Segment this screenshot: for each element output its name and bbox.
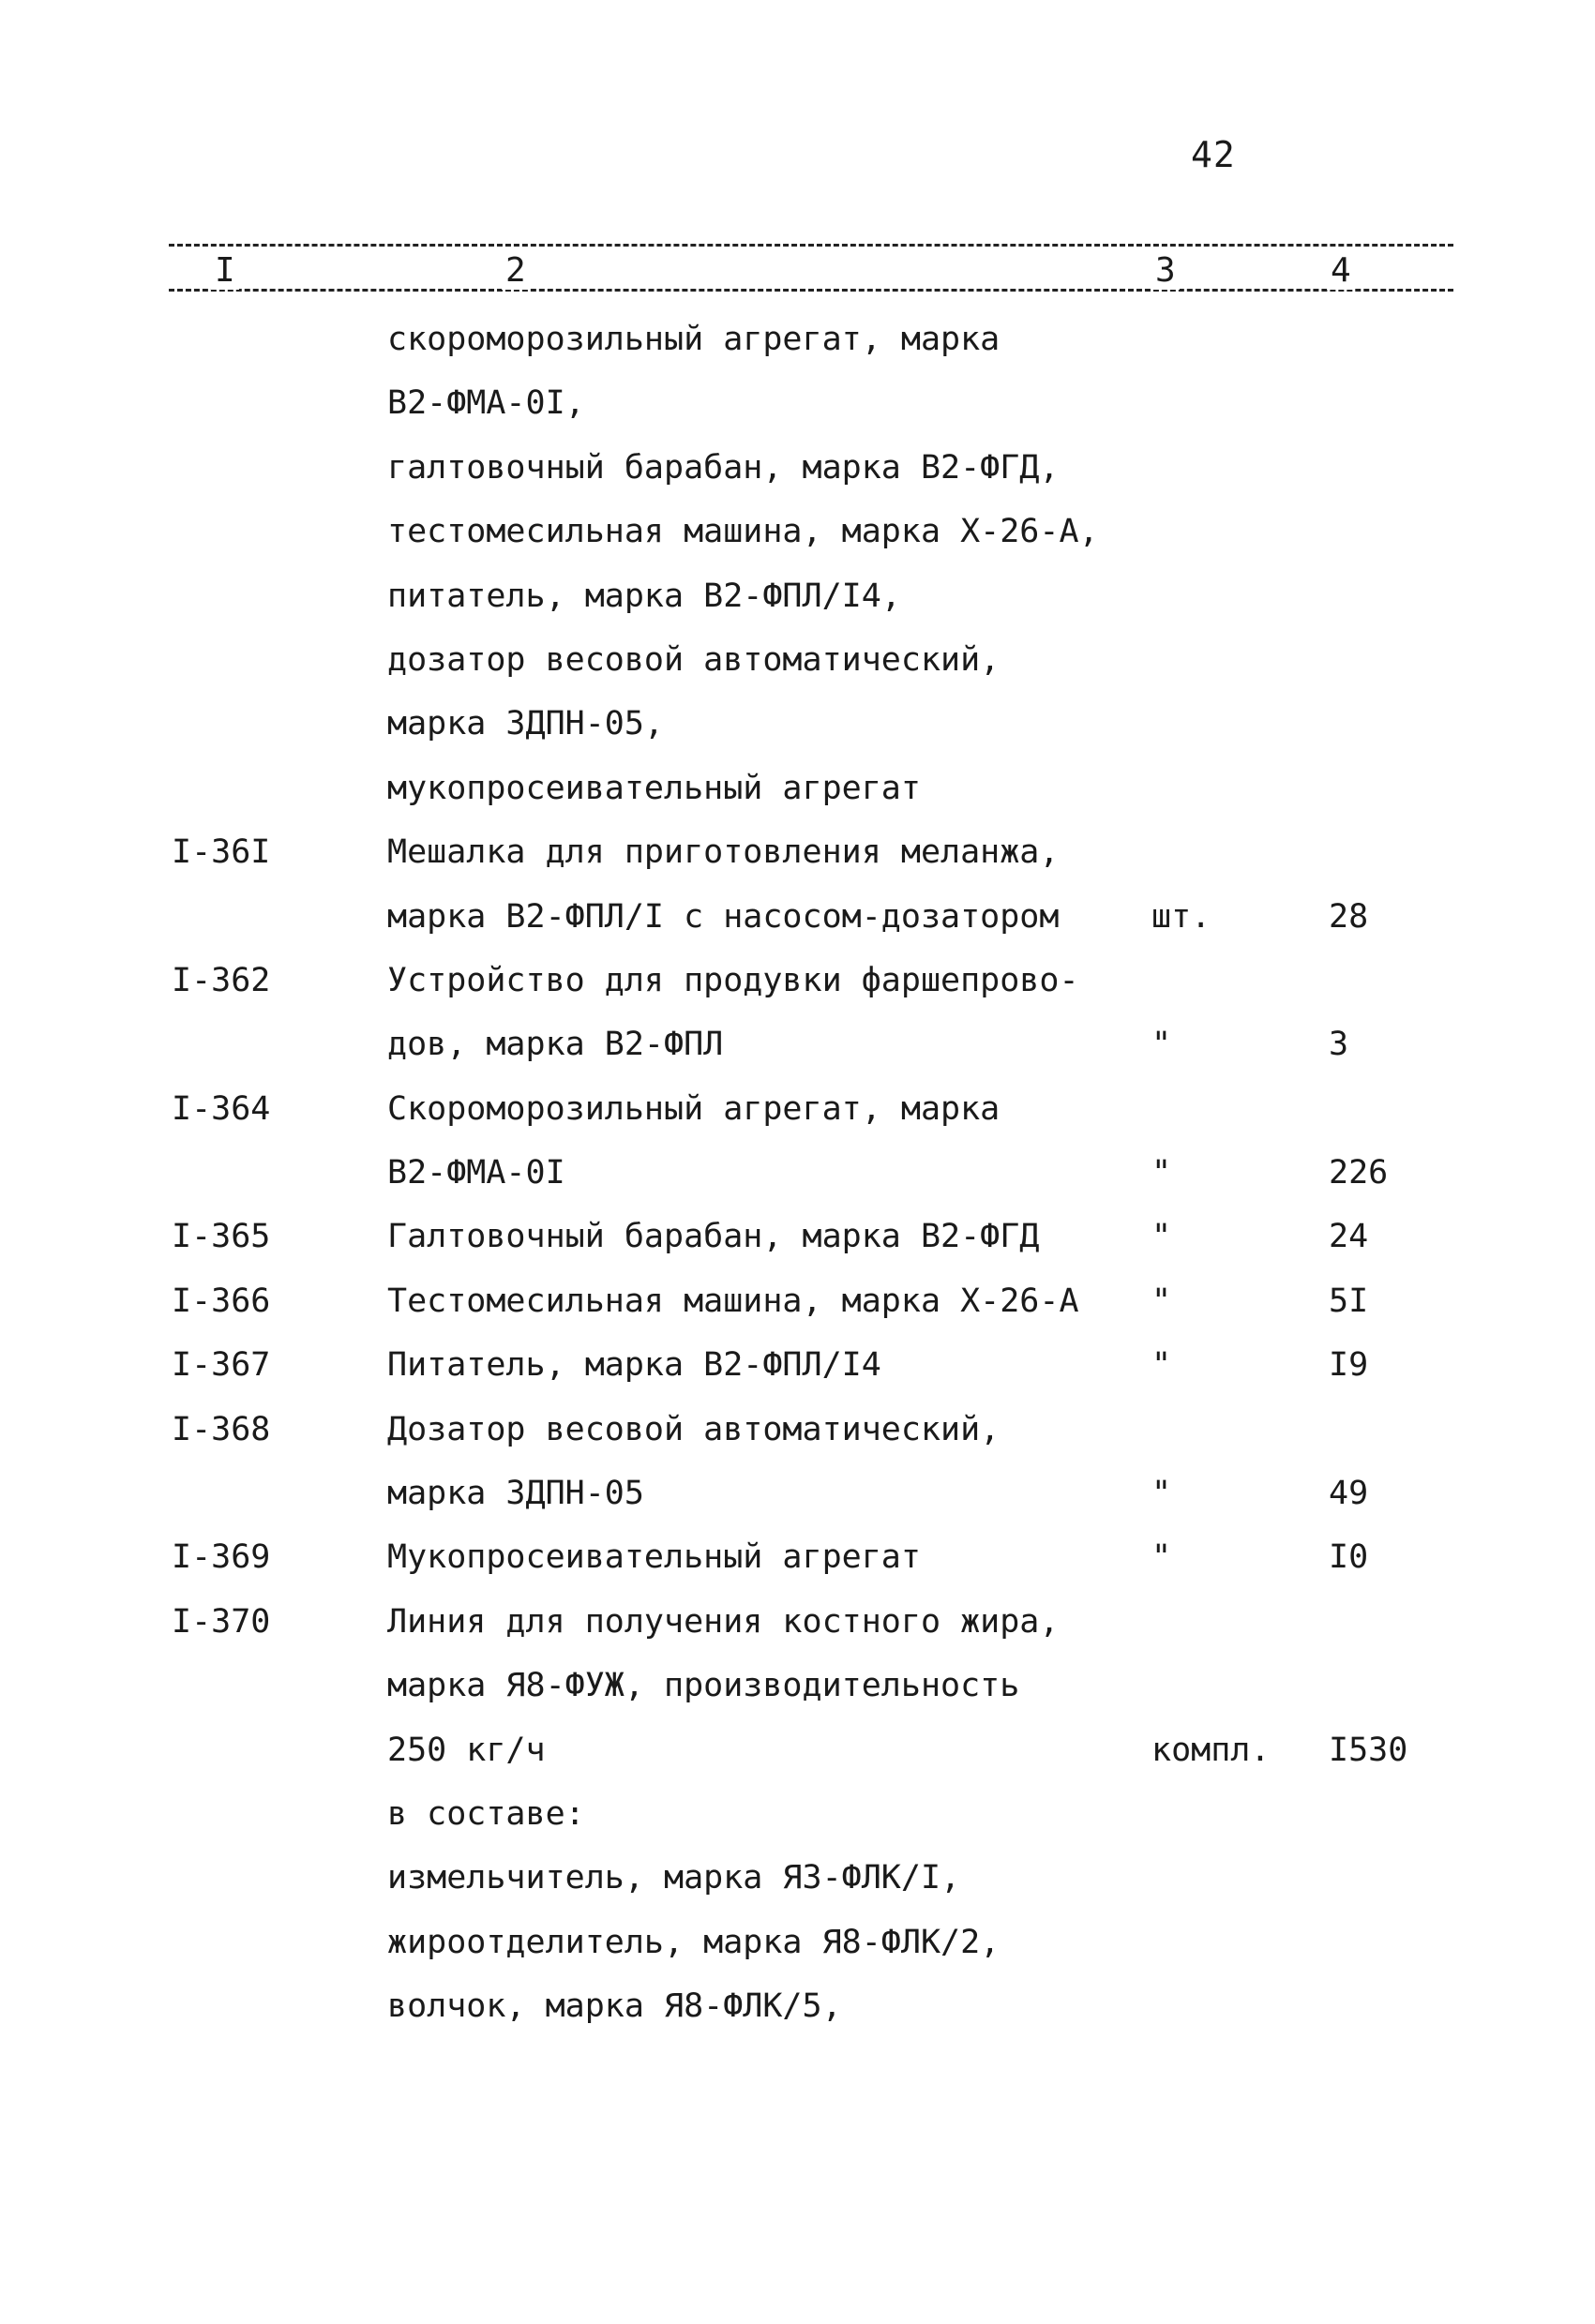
column-header-1: I xyxy=(211,251,239,290)
item-name: Мешалка для приготовления меланжа, xyxy=(387,833,1060,872)
item-name: Дозатор весовой автоматический, xyxy=(387,1410,1001,1448)
table-header-top-rule xyxy=(169,244,1453,247)
table-row xyxy=(0,1911,1595,1974)
table-row xyxy=(0,500,1595,563)
item-code: I-365 xyxy=(172,1218,271,1256)
item-name: марка В2-ФПЛ/I с насосом-дозатором xyxy=(387,897,1060,936)
table-row xyxy=(0,1654,1595,1717)
item-name: Галтовочный барабан, марка В2-ФГД xyxy=(387,1218,1040,1256)
item-name: марка ЗДПН-05 xyxy=(387,1475,644,1513)
item-code: I-369 xyxy=(172,1538,271,1577)
item-name: жироотделитель, марка Я8-ФЛК/2, xyxy=(387,1923,1001,1961)
item-unit: " xyxy=(1151,1026,1172,1064)
column-header-3: 3 xyxy=(1151,251,1180,290)
item-name: Скороморозильный агрегат, марка xyxy=(387,1089,1001,1128)
table-row xyxy=(0,1718,1595,1782)
item-quantity: 49 xyxy=(1329,1475,1369,1513)
item-name: В2-ФМА-0I xyxy=(387,1154,565,1192)
table-row xyxy=(0,307,1595,371)
table-row xyxy=(0,436,1595,500)
table-row xyxy=(0,564,1595,628)
item-name: Тестомесильная машина, марка Х-26-А xyxy=(387,1282,1079,1320)
item-unit: " xyxy=(1151,1346,1172,1385)
item-name: В2-ФМА-0I, xyxy=(387,384,585,423)
item-unit: компл. xyxy=(1151,1731,1271,1769)
table-row xyxy=(0,692,1595,756)
table-header-bottom-rule xyxy=(169,289,1453,292)
item-name: марка ЗДПН-05, xyxy=(387,705,665,743)
table-row xyxy=(0,1590,1595,1654)
equipment-table xyxy=(0,307,1595,2039)
column-header-4: 4 xyxy=(1327,251,1355,290)
item-unit: шт. xyxy=(1151,897,1211,936)
item-name: волчок, марка Я8-ФЛК/5, xyxy=(387,1987,842,2026)
item-name: Линия для получения костного жира, xyxy=(387,1602,1060,1641)
table-row xyxy=(0,371,1595,435)
table-row xyxy=(0,1462,1595,1525)
item-quantity: I0 xyxy=(1329,1538,1369,1577)
item-code: I-366 xyxy=(172,1282,271,1320)
item-name: галтовочный барабан, марка В2-ФГД, xyxy=(387,448,1060,487)
table-row xyxy=(0,1974,1595,2038)
table-row xyxy=(0,1012,1595,1076)
item-name: тестомесильная машина, марка Х-26-А, xyxy=(387,513,1099,551)
item-name: скороморозильный агрегат, марка xyxy=(387,321,1001,358)
table-row xyxy=(0,1525,1595,1589)
item-quantity: I530 xyxy=(1329,1731,1408,1769)
table-row xyxy=(0,820,1595,884)
item-unit: " xyxy=(1151,1282,1172,1320)
item-name: дозатор весовой автоматический, xyxy=(387,640,1001,679)
item-unit: " xyxy=(1151,1475,1172,1513)
item-name: Мукопросеивательный агрегат xyxy=(387,1538,921,1577)
item-unit: " xyxy=(1151,1154,1172,1192)
item-quantity: 28 xyxy=(1329,897,1369,936)
item-unit: " xyxy=(1151,1538,1172,1577)
item-code: I-370 xyxy=(172,1602,271,1641)
table-row xyxy=(0,1333,1595,1397)
item-quantity: I9 xyxy=(1329,1346,1369,1385)
item-name: измельчитель, марка Я3-ФЛК/I, xyxy=(387,1859,961,1897)
item-name: дов, марка В2-ФПЛ xyxy=(387,1026,724,1064)
column-header-2: 2 xyxy=(502,251,530,290)
item-name: мукопросеивательный агрегат xyxy=(387,769,921,807)
item-unit: " xyxy=(1151,1218,1172,1256)
item-name: Питатель, марка В2-ФПЛ/I4 xyxy=(387,1346,881,1385)
table-row xyxy=(0,1205,1595,1268)
table-row xyxy=(0,885,1595,949)
table-row xyxy=(0,949,1595,1012)
item-quantity: 5I xyxy=(1329,1282,1369,1320)
item-code: I-36I xyxy=(172,833,271,872)
table-row xyxy=(0,1077,1595,1141)
page-number: 42 xyxy=(1191,134,1236,175)
item-name: 250 кг/ч xyxy=(387,1731,546,1769)
table-row xyxy=(0,1846,1595,1910)
item-code: I-367 xyxy=(172,1346,271,1385)
item-name: питатель, марка В2-ФПЛ/I4, xyxy=(387,577,901,615)
table-row xyxy=(0,1398,1595,1462)
item-code: I-368 xyxy=(172,1410,271,1448)
item-quantity: 226 xyxy=(1329,1154,1389,1192)
item-name: Устройство для продувки фаршепрово- xyxy=(387,961,1079,999)
table-row xyxy=(0,757,1595,820)
item-quantity: 24 xyxy=(1329,1218,1369,1256)
table-row xyxy=(0,1782,1595,1846)
table-row xyxy=(0,628,1595,692)
item-name: в составе: xyxy=(387,1794,585,1833)
table-row xyxy=(0,1141,1595,1205)
item-quantity: 3 xyxy=(1329,1026,1349,1064)
table-row xyxy=(0,1269,1595,1333)
item-code: I-364 xyxy=(172,1089,271,1128)
item-code: I-362 xyxy=(172,961,271,999)
item-name: марка Я8-ФУЖ, производительность xyxy=(387,1667,1020,1705)
